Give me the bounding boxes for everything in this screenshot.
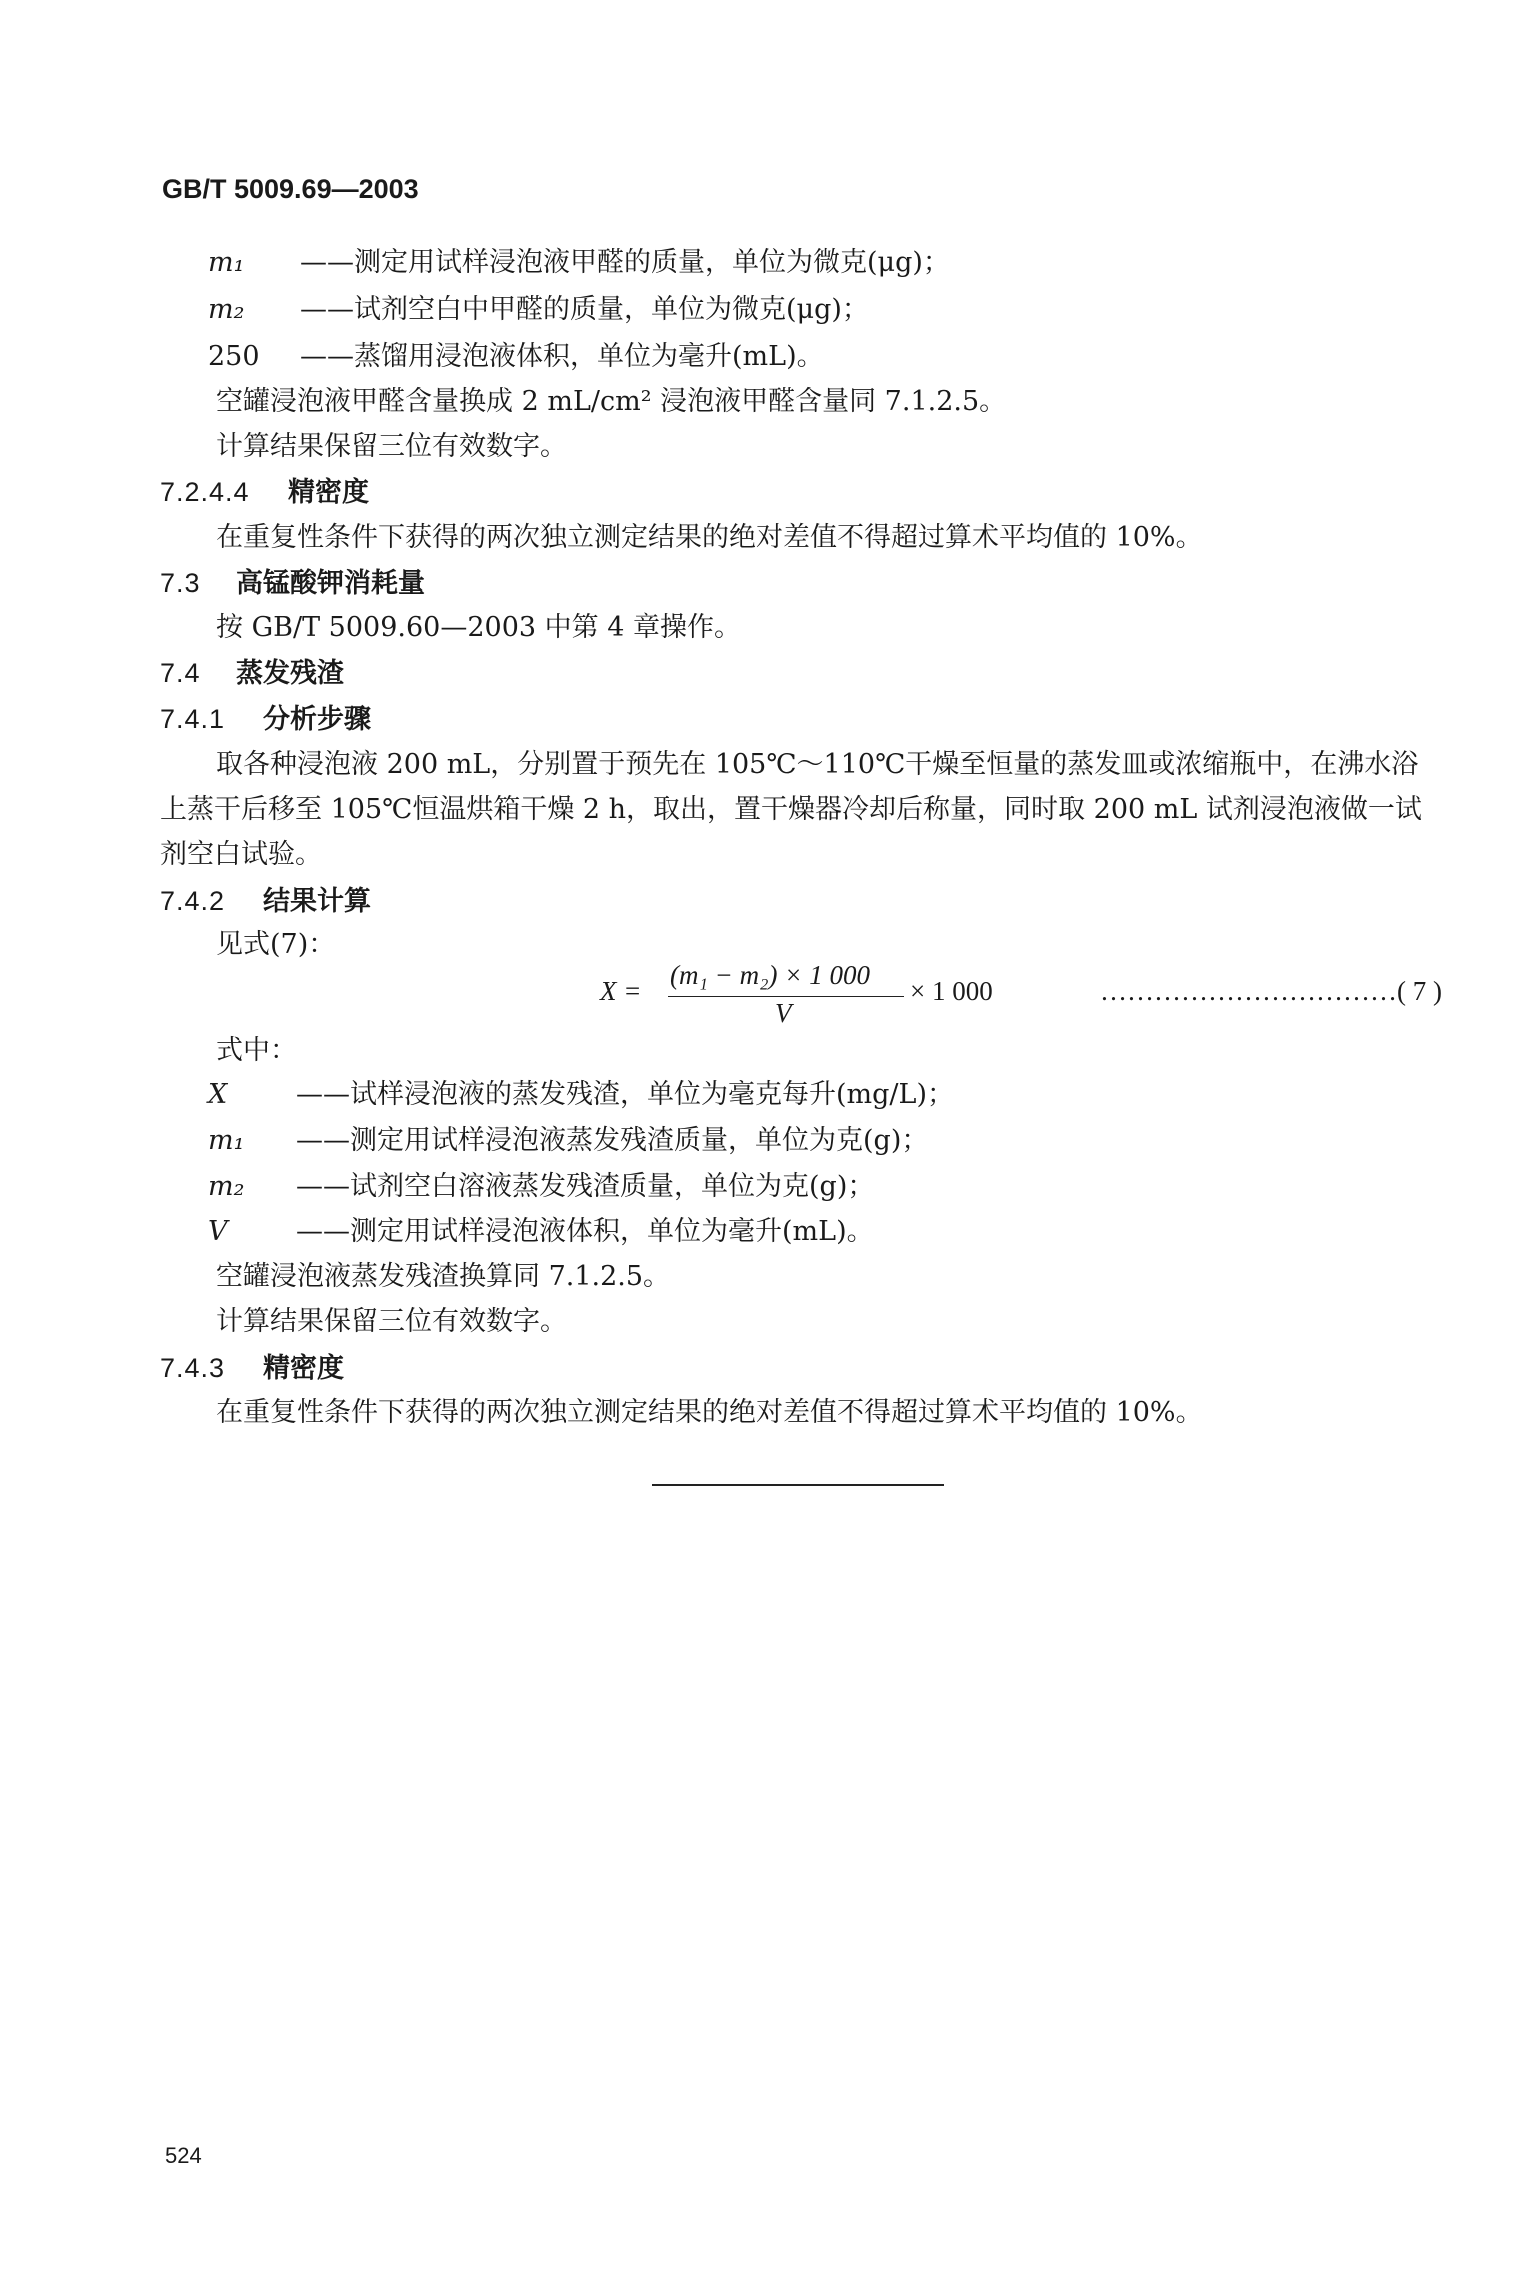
page-number: 524 — [165, 2143, 202, 2168]
variable-symbol: m₂ — [208, 294, 245, 325]
variable-text: ——蒸馏用浸泡液体积，单位为毫升(mL)。 — [300, 341, 824, 372]
section-title: 高锰酸钾消耗量 — [236, 568, 425, 598]
paragraph: 在重复性条件下获得的两次独立测定结果的绝对差值不得超过算术平均值的 10%。 — [216, 1397, 1203, 1428]
section-heading-7-3 — [160, 566, 425, 600]
section-heading-7-4-3 — [160, 1351, 344, 1385]
variable-definition — [208, 1078, 954, 1112]
section-number: 7.3 — [160, 568, 201, 598]
variable-symbol: X — [208, 1079, 228, 1110]
note-line: 计算结果保留三位有效数字。 — [216, 1306, 567, 1337]
note-line: 空罐浸泡液蒸发残渣换算同 7.1.2.5。 — [216, 1261, 671, 1292]
section-number: 7.4 — [160, 658, 201, 688]
variable-symbol: m₁ — [208, 1125, 245, 1156]
equation-reference: ……………………………( 7 ) — [1100, 976, 1442, 1006]
section-heading-7-4-2 — [160, 884, 371, 918]
paragraph-line: 剂空白试验。 — [160, 839, 322, 870]
paragraph-line: 上蒸干后移至 105℃恒温烘箱干燥 2 h，取出，置干燥器冷却后称量，同时取 200 mL 试剂浸泡液做一试 — [160, 794, 1422, 825]
section-number: 7.4.2 — [160, 886, 226, 916]
equation-lhs: X = — [600, 976, 642, 1006]
variable-text: ——测定用试样浸泡液体积，单位为毫升(mL)。 — [296, 1216, 874, 1247]
variable-definition — [208, 340, 824, 374]
end-rule — [652, 1484, 944, 1486]
variable-definition — [208, 1170, 874, 1204]
variable-definition — [208, 246, 950, 280]
variable-text: ——测定用试样浸泡液甲醛的质量，单位为微克(μg)； — [300, 247, 950, 278]
section-number: 7.4.3 — [160, 1353, 226, 1383]
section-title: 分析步骤 — [263, 704, 371, 734]
variable-symbol: V — [208, 1216, 228, 1247]
variable-text: ——试样浸泡液的蒸发残渣，单位为毫克每升(mg/L)； — [296, 1079, 954, 1110]
where-label: 式中： — [216, 1035, 297, 1066]
variable-symbol: m₂ — [208, 1171, 245, 1202]
fraction-bar — [668, 996, 904, 997]
section-title: 蒸发残渣 — [236, 658, 344, 688]
variable-text: ——试剂空白溶液蒸发残渣质量，单位为克(g)； — [296, 1171, 875, 1202]
equation-7 — [600, 960, 1020, 1040]
section-heading-7-4 — [160, 656, 344, 690]
section-number: 7.2.4.4 — [160, 477, 250, 507]
equation-numerator: (m₁ − m₂) × 1 000 — [670, 960, 870, 990]
equation-intro: 见式(7)： — [216, 929, 336, 960]
section-title: 精密度 — [288, 477, 369, 507]
standard-code: GB/T 5009.69—2003 — [162, 174, 419, 204]
paragraph: 按 GB/T 5009.60—2003 中第 4 章操作。 — [216, 612, 741, 643]
section-title: 精密度 — [263, 1353, 344, 1383]
note-line: 计算结果保留三位有效数字。 — [216, 431, 567, 462]
variable-definition — [208, 293, 869, 327]
note-line: 空罐浸泡液甲醛含量换成 2 mL/cm² 浸泡液甲醛含量同 7.1.2.5。 — [216, 386, 1007, 417]
variable-definition — [208, 1124, 928, 1158]
section-number: 7.4.1 — [160, 704, 226, 734]
section-heading-7-4-1 — [160, 702, 371, 736]
variable-symbol: m₁ — [208, 247, 245, 278]
variable-text: ——测定用试样浸泡液蒸发残渣质量，单位为克(g)； — [296, 1125, 929, 1156]
section-title: 结果计算 — [263, 886, 371, 916]
variable-text: ——试剂空白中甲醛的质量，单位为微克(μg)； — [300, 294, 869, 325]
paragraph: 在重复性条件下获得的两次独立测定结果的绝对差值不得超过算术平均值的 10%。 — [216, 522, 1203, 553]
variable-symbol: 250 — [208, 341, 260, 372]
equation-denominator: V — [775, 998, 792, 1028]
paragraph-line: 取各种浸泡液 200 mL，分别置于预先在 105℃～110℃干燥至恒量的蒸发皿或浓缩瓶中，在沸水浴 — [216, 749, 1419, 780]
variable-definition — [208, 1215, 874, 1249]
section-heading-7-2-4-4 — [160, 475, 369, 509]
equation-tail: × 1 000 — [910, 976, 993, 1006]
